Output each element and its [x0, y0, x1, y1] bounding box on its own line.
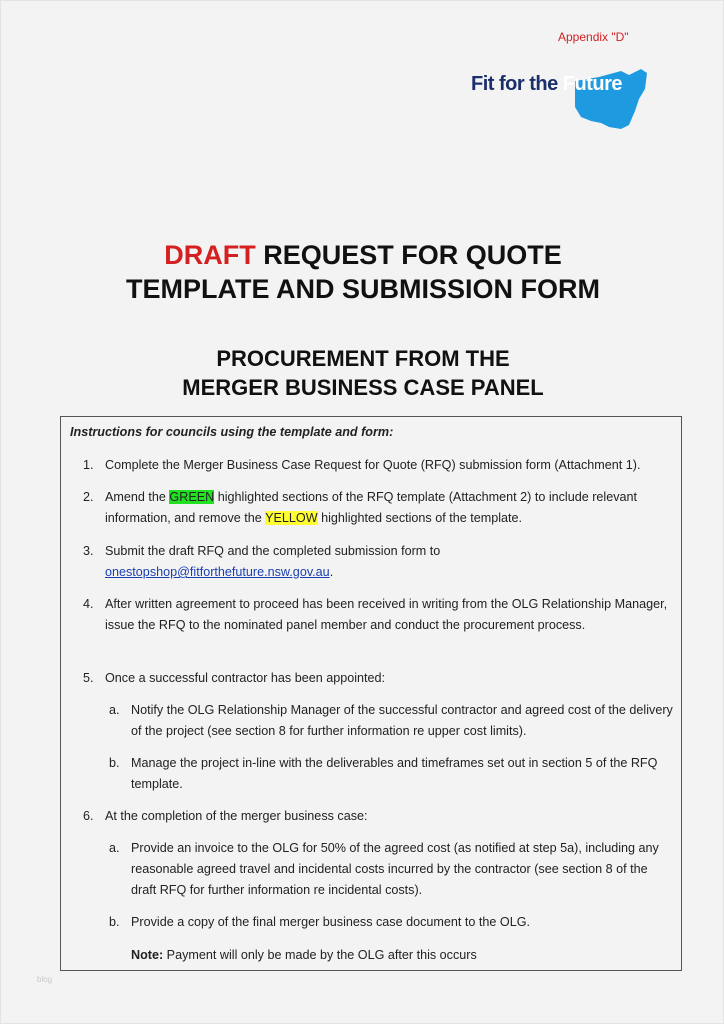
title-line1: REQUEST FOR QUOTE: [255, 240, 562, 270]
instructions-box: Instructions for councils using the template and form: 1. Complete the Merger Business Case Request for Quote (RFQ) submission form (Attachment 1). 2. Amend the GREEN highlighted sections of the RFQ template (Attachment 2) to include relevant information, and remove the YELLOW highlighted sections of the template. 3. Submit the draft RFQ and the completed submission form to onestopshop@fitforthefuture.nsw.gov.au. 4. After written agreement to proceed has been received in writing from the OLG Relationship Manager, issue the RFQ to the nominated panel member and conduct the procurement process. 5. Once a successful contractor has been appointed: a. Notify the OLG Relationship Manager of the successful contractor and agreed cost of the delivery of the project (see section 8 for further information re upper cost limits). b. Manage the project in-line with the deliverables and timeframes set out in section 5 of the RFQ template. 6. At the completion of the merger business case: a. Provide an invoice to the OLG for 50% of the agreed cost (as notified at step 5a), including any reasonable agreed travel and incidental costs incurred by the contractor (see section 8 of the draft RFQ for further information re incidental costs). b. Provide a copy of the final merger business case document to the OLG. Note: Payment will only be made by the OLG after this occurs: [60, 416, 682, 971]
subtitle-line1: PROCUREMENT FROM THE: [216, 346, 510, 371]
green-highlight: GREEN: [169, 490, 215, 504]
note-label: Note:: [131, 948, 164, 962]
draft-label: DRAFT: [164, 240, 256, 270]
document-title: [1, 238, 724, 306]
instructions-heading: Instructions for councils using the template and form:: [70, 425, 394, 439]
email-link[interactable]: onestopshop@fitforthefuture.nsw.gov.au: [105, 565, 330, 579]
logo-text-future: Future: [562, 73, 622, 95]
title-line2: TEMPLATE AND SUBMISSION FORM: [126, 274, 600, 304]
subtitle-line2: MERGER BUSINESS CASE PANEL: [182, 375, 544, 400]
fit-for-the-future-logo: [471, 67, 651, 131]
appendix-label: Appendix "D": [558, 30, 629, 44]
yellow-highlight: YELLOW: [265, 511, 318, 525]
logo-text-fit: Fit for the: [471, 73, 563, 95]
watermark: blog: [37, 975, 53, 984]
document-subtitle: [1, 344, 724, 402]
